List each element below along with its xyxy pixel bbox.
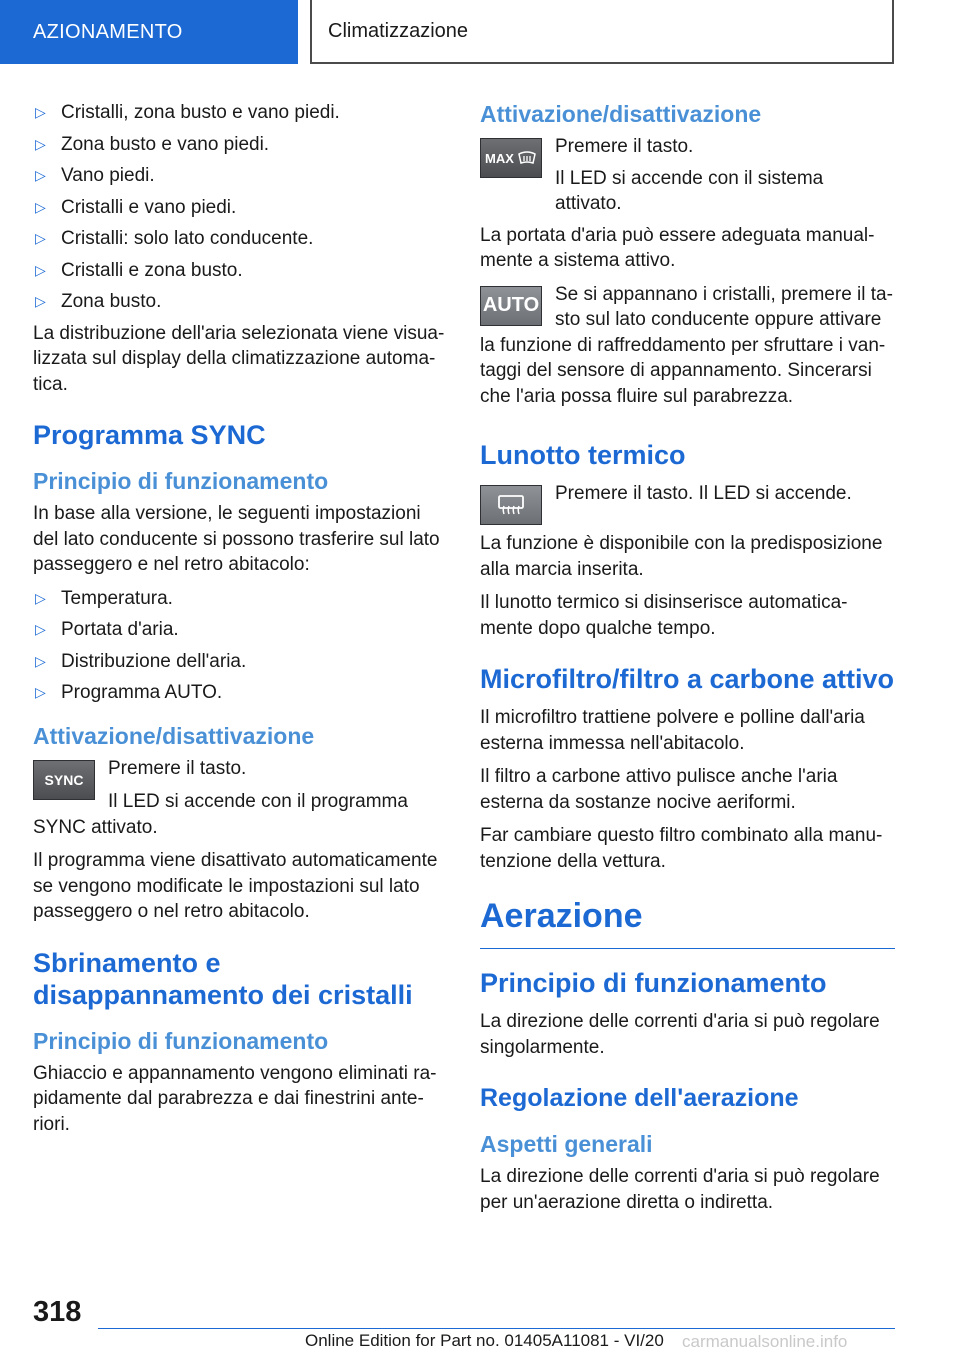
defrost-heading: Sbrinamento e disappannamento dei cristalli (33, 947, 413, 1010)
distribution-display-text: La distribuzione dell'aria selezionata viene visua-lizzata sul display della climatizzazione automa-tica. (33, 322, 445, 395)
aeration-principle-heading: Principio di funzionamento (480, 968, 827, 998)
rear-text-1: La funzione è disponibile con la predisposizione alla marcia inserita. (480, 533, 883, 580)
right-column (480, 100, 895, 1223)
page-number: 318 (33, 1296, 82, 1328)
triangle-bullet-icon: ▷ (35, 135, 46, 152)
defrost-principle-text: Ghiaccio e appannamento vengono eliminati ra-pidamente dal parabrezza e dai finestrini ante-riori. (33, 1062, 437, 1135)
sync-button-block (33, 756, 448, 849)
regulation-heading: Regolazione dell'aerazione (480, 1084, 799, 1112)
rear-window-heading: Lunotto termico (480, 440, 686, 470)
page-header (0, 0, 960, 66)
triangle-bullet-icon: ▷ (35, 167, 46, 183)
filter-text-3: Far cambiare questo filtro combinato alla manu-tenzione della vettura. (480, 825, 883, 872)
distribution-list (33, 100, 448, 315)
watermark: carmanualsonline.info (682, 1332, 848, 1351)
triangle-bullet-icon: ▷ (35, 198, 46, 215)
auto-text: Se si appannano i cristalli, premere il ta-sto sul lato conducente oppure attivare la funzione di raffreddamento per sfruttare i van-taggi del sensore di appannamento. Sincerarsi che l'aria possa fluire sul parabrezza. (480, 283, 893, 407)
sync-heading: Programma SYNC (33, 420, 266, 450)
sync-led-text: Il LED si accende con il programma SYNC attivato. (33, 791, 408, 838)
list-item: ▷ Portata d'aria. (33, 617, 448, 643)
chapter-title: Climatizzazione (310, 0, 894, 64)
rear-press-text: Premere il tasto. Il LED si accende. (555, 483, 852, 504)
list-item: ▷ Cristalli e vano piedi. (33, 195, 448, 221)
defrost-principle-heading: Principio di funzionamento (33, 1027, 329, 1054)
footer-divider (98, 1328, 895, 1329)
filter-text-1: Il microfiltro trattiene polvere e polline dall'aria esterna immessa nell'abitacolo. (480, 707, 865, 754)
triangle-bullet-icon: ▷ (35, 261, 46, 278)
list-item: ▷ Cristalli: solo lato conducente. (33, 226, 448, 252)
aeration-heading: Aerazione (480, 896, 895, 949)
list-item: ▷ Programma AUTO. (33, 680, 448, 706)
rear-defrost-symbol-icon (496, 493, 526, 517)
max-defrost-button-icon: MAX (480, 138, 542, 178)
list-item: ▷ Zona busto e vano piedi. (33, 132, 448, 158)
triangle-bullet-icon: ▷ (35, 621, 46, 637)
page-footer (0, 1290, 960, 1362)
list-item: ▷ Temperatura. (33, 586, 448, 612)
triangle-bullet-icon: ▷ (35, 589, 46, 606)
rear-text-2: Il lunotto termico si disinserisce automatica-mente dopo qualche tempo. (480, 592, 848, 639)
windshield-defrost-icon (517, 150, 537, 166)
section-tab: AZIONAMENTO (0, 0, 298, 64)
list-item: ▷ Vano piedi. (33, 163, 448, 189)
left-column (33, 100, 448, 1145)
max-press-text: Premere il tasto. (555, 136, 694, 157)
aeration-principle-text: La direzione delle correnti d'aria si può regolare singolarmente. (480, 1011, 880, 1058)
rear-window-heating-icon (480, 485, 542, 525)
edition-text: Online Edition for Part no. 01405A11081 - VI/20 (305, 1331, 664, 1350)
sync-settings-list (33, 586, 448, 706)
triangle-bullet-icon: ▷ (35, 652, 46, 669)
triangle-bullet-icon: ▷ (35, 293, 46, 309)
triangle-bullet-icon: ▷ (35, 684, 46, 700)
sync-principle-text: In base alla versione, le seguenti impostazioni del lato conducente si possono trasferire sul lato passeggero e nel retro abitacolo: (33, 503, 440, 575)
auto-button-icon: AUTO (480, 286, 542, 326)
airflow-text: La portata d'aria può essere adeguata manual-mente a sistema attivo. (480, 224, 875, 271)
list-item: ▷ Distribuzione dell'aria. (33, 649, 448, 675)
list-item: ▷ Zona busto. (33, 289, 448, 315)
sync-activation-heading: Attivazione/disattivazione (33, 722, 315, 749)
filter-text-2: Il filtro a carbone attivo pulisce anche l'aria esterna da sostanze nocive aeriformi. (480, 766, 838, 813)
triangle-bullet-icon: ▷ (35, 230, 46, 246)
sync-press-text: Premere il tasto. (108, 757, 247, 779)
filter-heading: Microfiltro/filtro a carbone attivo (480, 664, 895, 694)
activation-heading: Attivazione/disattivazione (480, 101, 762, 127)
list-item: ▷ Cristalli e zona busto. (33, 258, 448, 284)
sync-button-icon: SYNC (33, 760, 95, 800)
sync-principle-heading: Principio di funzionamento (33, 468, 329, 494)
max-led-text: Il LED si accende con il sistema attivato. (555, 167, 824, 214)
list-item: ▷ Cristalli, zona busto e vano piedi. (33, 100, 448, 126)
general-heading: Aspetti generali (480, 1131, 653, 1157)
general-text: La direzione delle correnti d'aria si può regolare per un'aerazione diretta o indiretta. (480, 1166, 880, 1213)
max-button-block (480, 134, 895, 217)
rear-button-block (480, 481, 895, 525)
triangle-bullet-icon: ▷ (35, 104, 46, 120)
auto-button-block (480, 282, 895, 418)
sync-deactivation-text: Il programma viene disattivato automaticamente se vengono modificate le impostazioni sul lato passeggero o nel retro abitacolo. (33, 850, 438, 922)
